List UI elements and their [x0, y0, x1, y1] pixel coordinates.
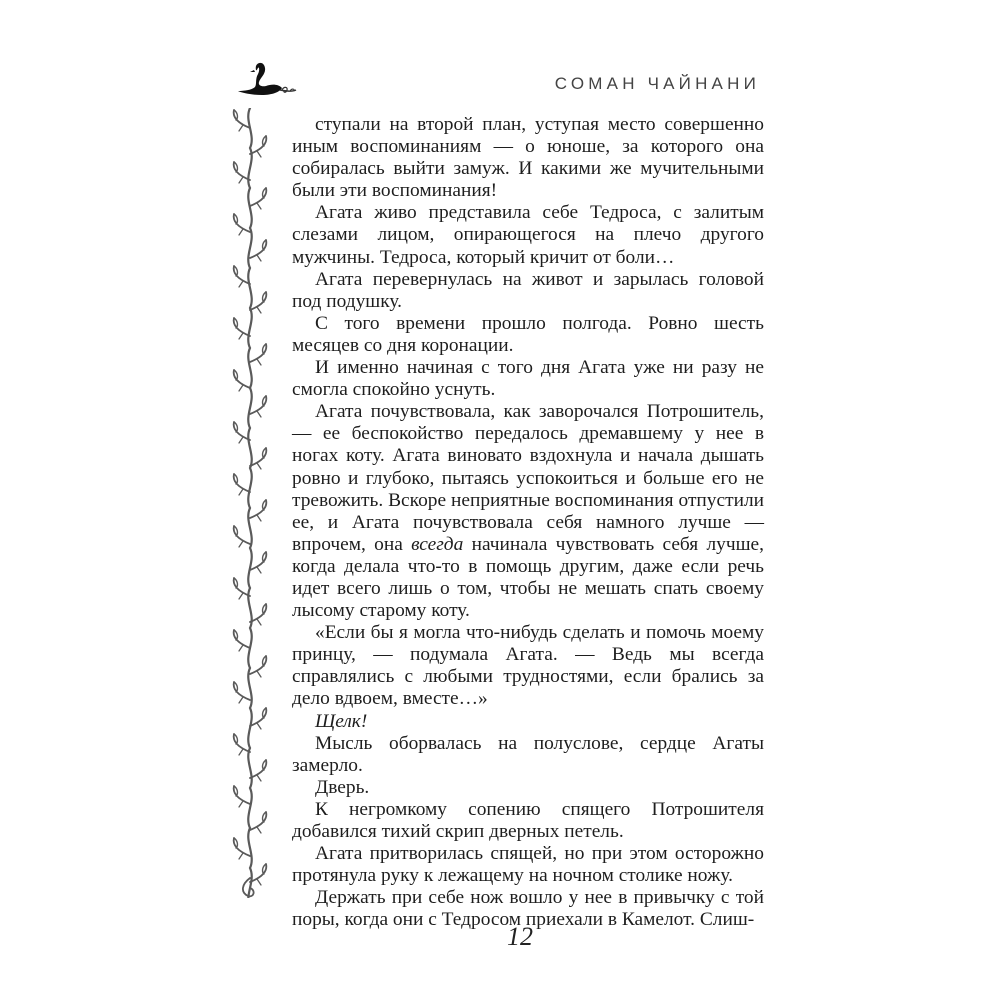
- vine-leaf: [250, 812, 266, 833]
- paragraph: С того времени прошло полгода. Ровно шесть месяцев со дня коронации.: [292, 312, 764, 356]
- vine-leaf: [234, 162, 250, 183]
- vine-leaf: [250, 760, 266, 781]
- vine-leaf: [234, 526, 250, 547]
- paragraph: Агата перевернулась на живот и зарылась головой под подушку.: [292, 268, 764, 312]
- swan-emblem-icon: [232, 60, 304, 104]
- italic-emphasis: Щелк!: [315, 710, 368, 732]
- paragraph: Агата живо представила себе Тедроса, с залитым слезами лицом, опирающегося на плечо другого мужчины. Тедроса, который кричит от боли…: [292, 202, 764, 268]
- paragraph: И именно начиная с того дня Агата уже ни разу не смогла спокойно уснуть.: [292, 357, 764, 401]
- page-number: 12: [507, 922, 533, 951]
- paragraph: Дверь.: [315, 776, 370, 798]
- vine-leaf: [234, 474, 250, 495]
- paragraph: Агата притворилась спящей, но при этом осторожно протянула руку к лежащему на ночном столике ножу.: [292, 843, 764, 887]
- italic-emphasis: всегда: [411, 533, 464, 555]
- vine-leaf: [250, 500, 266, 521]
- vine-leaf: [234, 682, 250, 703]
- paragraph: Мысль оборвалась на полуслове, сердце Агаты замерло.: [292, 732, 764, 776]
- vine-leaf: [250, 656, 266, 677]
- paragraph: Держать при себе нож вошло у нее в привычку с той поры, когда они с Тедросом приехали в Камелот. Слиш-: [292, 887, 764, 931]
- vine-leaf: [234, 214, 250, 235]
- vine-leaf: [234, 318, 250, 339]
- vine-leaf: [234, 838, 250, 859]
- vine-leaf: [234, 786, 250, 807]
- thorny-vine-ornament-icon: [228, 108, 272, 898]
- paragraph: Агата почувствовала, как заворочался Потрошитель, — ее беспокойство передалось дремавшему у нее в ногах коту. Агата виновато вздохнула и начала дышать ровно и глубоко, пытаясь успокоиться и больше его не тревожить. Вскоре неприятные воспоминания отпустили ее, и Агата почувствовала себя намного лучше — впрочем, она всегда начинала чувствовать себя лучше, когда делала что-то в помощь другим, даже если речь идет всего лишь о том, чтобы не мешать спать своему лысому старому коту.: [292, 401, 764, 622]
- vine-leaf: [250, 344, 266, 365]
- paragraph: «Если бы я могла что-нибудь сделать и помочь моему принцу, — подумала Агата. — Ведь мы всегда справлялись с любыми трудностями, если брались за дело вдвоем, вместе…»: [292, 622, 764, 710]
- vine-leaf: [250, 240, 266, 261]
- paragraph: ступали на второй план, уступая место совершенно иным воспоминаниям — о юноше, за которого она собиралась выйти замуж. И какими же мучительными были эти воспоминания!: [292, 114, 764, 202]
- paragraph: [292, 711, 764, 733]
- vine-leaf: [250, 604, 266, 625]
- vine-leaf: [250, 188, 266, 209]
- paragraph: К негромкому сопению спящего Потрошителя добавился тихий скрип дверных петель.: [292, 798, 764, 842]
- vine-leaf: [234, 630, 250, 651]
- vine-leaf: [234, 370, 250, 391]
- running-header-author: СОМАН ЧАЙНАНИ: [554, 74, 760, 93]
- body-text: [292, 114, 764, 931]
